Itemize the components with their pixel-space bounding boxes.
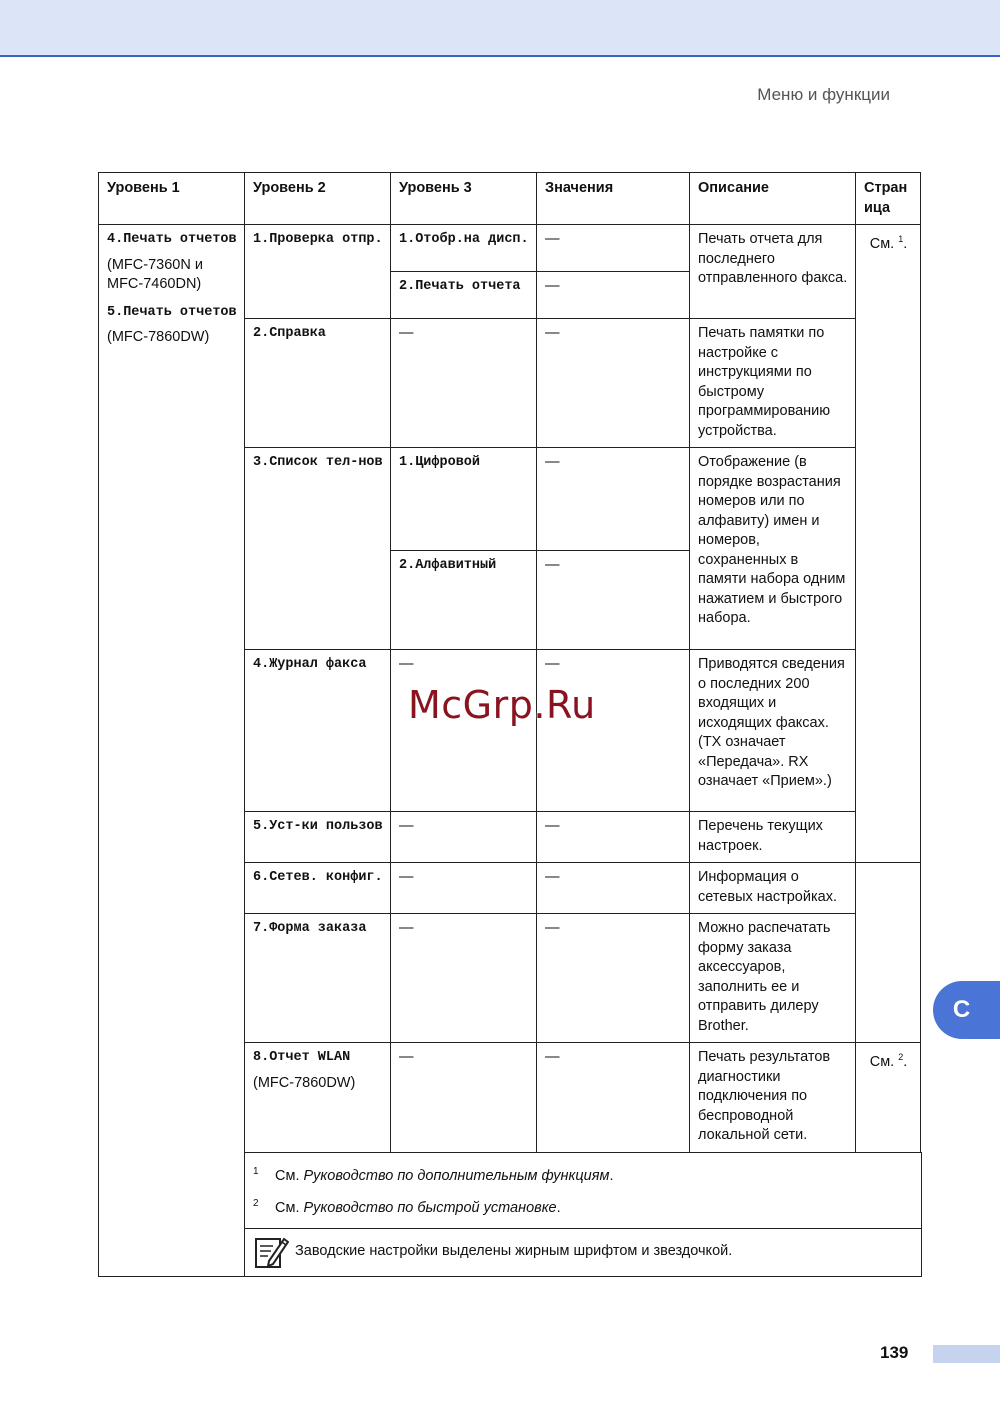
- level1-item-a: 4.Печать отчетов: [107, 232, 237, 247]
- page-ref-label: См.: [869, 235, 899, 252]
- level3-cell: —: [391, 319, 537, 448]
- description-cell: Отображение (в порядке возрастания номеров или по алфавиту) имен и номеров, сохраненных в памяти набора одним нажатием и быстрого набора.: [690, 448, 856, 650]
- value-cell: —: [537, 812, 690, 863]
- level2-item: 8.Отчет WLAN: [253, 1050, 351, 1065]
- col-header-level3: Уровень 3: [391, 173, 537, 225]
- value-cell: —: [537, 551, 690, 650]
- level2-item: 2.Справка: [253, 326, 326, 341]
- level1-item-b-models: (MFC-7860DW): [107, 329, 210, 345]
- page-number-bar: [933, 1345, 1000, 1363]
- description-cell: Перечень текущих настроек.: [690, 812, 856, 863]
- value-cell: —: [537, 1043, 690, 1153]
- level2-item: 4.Журнал факса: [253, 657, 367, 672]
- col-header-level2: Уровень 2: [245, 173, 391, 225]
- value-cell: —: [537, 863, 690, 914]
- watermark-text: McGrp.Ru: [408, 683, 596, 727]
- level3-cell: —: [391, 914, 537, 1043]
- level2-item: 7.Форма заказа: [253, 921, 367, 936]
- description-cell: Можно распечатать форму заказа аксессуаров, заполнить ее и отправить дилеру Brother.: [690, 914, 856, 1043]
- footnote-mark: 2: [898, 1052, 904, 1062]
- appendix-tab: C: [933, 981, 1000, 1039]
- level1-item-a-models: (MFC-7360N и MFC-7460DN): [107, 256, 203, 292]
- table-row: [99, 225, 922, 272]
- value-cell: —: [537, 650, 690, 812]
- footnote: $^1$ См. Руководство по дополнительным функциям.: [253, 1165, 614, 1184]
- page-ref-cell: См. $^2$.: [856, 1043, 921, 1153]
- value-cell: —: [537, 319, 690, 448]
- level3-cell: —: [391, 812, 537, 863]
- description-cell: Информация о сетевых настройках.: [690, 863, 856, 914]
- page-number: 139: [880, 1343, 909, 1362]
- level1-cell: [99, 225, 245, 1277]
- value-cell: —: [537, 272, 690, 319]
- footnote-mark: 1: [898, 234, 904, 244]
- level3-item: 1.Отобр.на дисп.: [399, 232, 529, 247]
- note-pencil-icon: [253, 1234, 289, 1270]
- note-cell: [245, 1228, 922, 1276]
- level3-item: 2.Алфавитный: [399, 558, 497, 573]
- col-header-page: Стран ица: [856, 173, 921, 225]
- page-ref-label: См.: [869, 1053, 899, 1070]
- section-title: Меню и функции: [757, 85, 890, 104]
- col-header-level1: Уровень 1: [99, 173, 245, 225]
- note-text: Заводские настройки выделены жирным шрифтом и звездочкой.: [295, 1242, 733, 1259]
- level2-item: 3.Список тел-нов: [253, 455, 383, 470]
- level2-models: (MFC-7860DW): [253, 1074, 356, 1091]
- level2-item: 1.Проверка отпр.: [253, 232, 383, 247]
- top-rule: [0, 55, 1000, 57]
- top-band: [0, 0, 1000, 55]
- table-header-row: [99, 173, 922, 225]
- footnotes-cell: [245, 1152, 922, 1228]
- level1-item-b: 5.Печать отчетов: [107, 304, 237, 320]
- value-cell: —: [537, 448, 690, 551]
- level2-item: 5.Уст-ки пользов: [253, 819, 383, 834]
- description-cell: Печать памятки по настройке с инструкциями по быстрому программированию устройства.: [690, 319, 856, 448]
- page-ref-cell: См. $^1$.: [856, 225, 921, 863]
- value-cell: —: [537, 225, 690, 272]
- level3-item: 1.Цифровой: [399, 455, 481, 470]
- description-cell: Печать результатов диагностики подключения по беспроводной локальной сети.: [690, 1043, 856, 1153]
- description-cell: Приводятся сведения о последних 200 входящих и исходящих факсах. (TX означает «Передача». RX означает «Прием».): [690, 650, 856, 812]
- description-cell: Печать отчета для последнего отправленного факса.: [690, 225, 856, 319]
- col-header-description: Описание: [690, 173, 856, 225]
- page-ref-empty: [856, 863, 921, 1043]
- value-cell: —: [537, 914, 690, 1043]
- level3-cell: —: [391, 1043, 537, 1153]
- footnote: $^2$ См. Руководство по быстрой установке.: [253, 1197, 561, 1216]
- level2-item: 6.Сетев. конфиг.: [253, 870, 383, 885]
- level3-item: 2.Печать отчета: [399, 279, 521, 294]
- level3-cell: —: [391, 863, 537, 914]
- level3-cell: —: [391, 650, 537, 812]
- col-header-values: Значения: [537, 173, 690, 225]
